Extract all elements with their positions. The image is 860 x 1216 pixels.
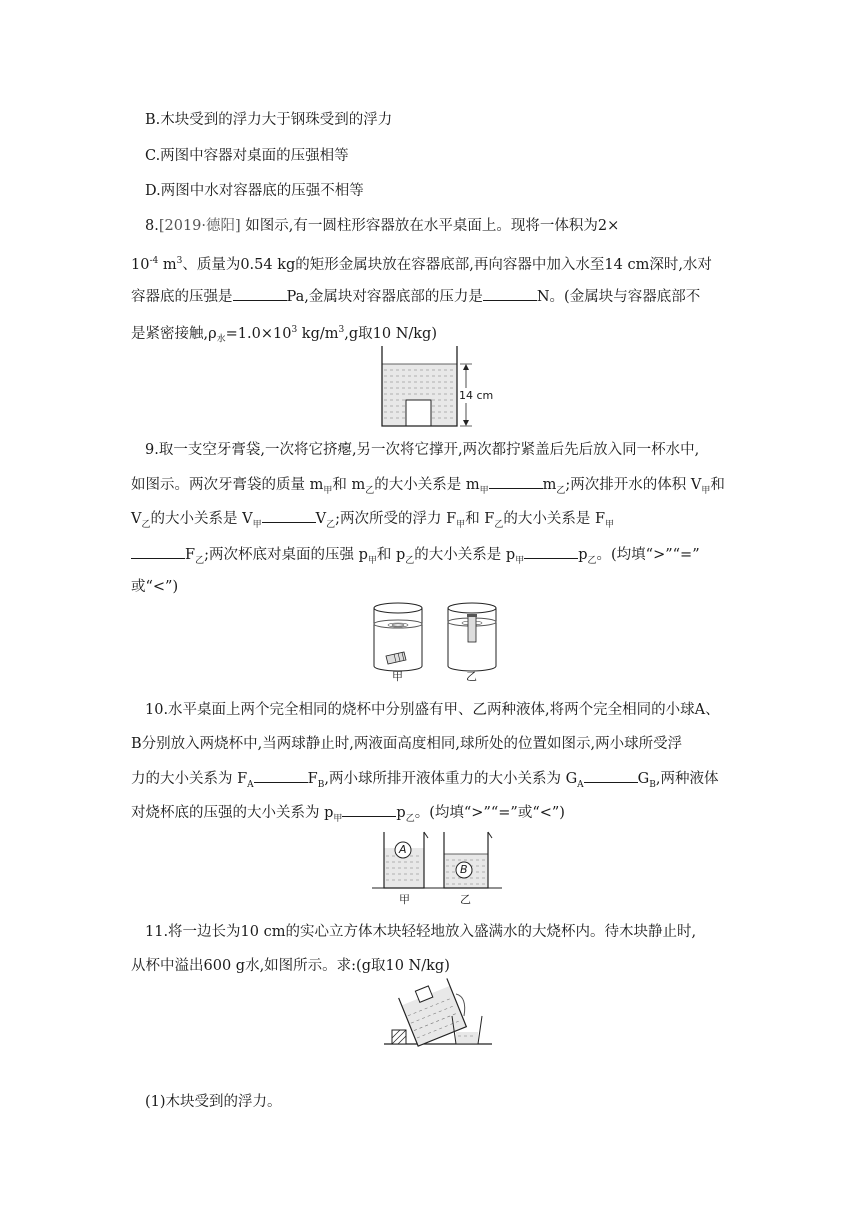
- q10-figure: [372, 830, 502, 906]
- ball-a-label: A: [399, 843, 407, 856]
- q8-number: 8.: [145, 218, 159, 234]
- q9-line1: 9.取一支空牙膏袋,一次将它挤瘪,另一次将它撑开,两次都拧紧盖后先后放入同一杯水中,: [145, 442, 700, 458]
- option-d: D.两图中水对容器底的压强不相等: [145, 183, 364, 199]
- answer-blank[interactable]: [262, 508, 316, 523]
- q11-line1: 11.将一边长为10 cm的实心立方体木块轻轻地放入盛满水的大烧杯内。待木块静止时,: [145, 924, 697, 940]
- depth-label: 14 cm: [459, 389, 494, 402]
- label-jia: 甲: [392, 670, 403, 683]
- q10-line4: 对烧杯底的压强的大小关系为 $p_甲$ $p_乙$。(均填“>”“=”或“<”): [131, 802, 565, 829]
- answer-blank[interactable]: [131, 544, 185, 559]
- q9-line3: $V_乙$的大小关系是 $V_甲$ $V_乙$;两次所受的浮力 $F_甲$和 $F_乙$的大小关系是 $F_甲$: [131, 508, 614, 535]
- q10-line3: 力的大小关系为 $F_A$ $F_B$,两小球所排开液体重力的大小关系为 $G_A$ $G_B$,两种液体: [131, 768, 719, 795]
- q11-figure: [384, 976, 494, 1048]
- q10-line1: 10.水平桌面上两个完全相同的烧杯中分别盛有甲、乙两种液体,将两个完全相同的小球A、: [145, 702, 720, 718]
- q8-line3: 容器底的压强是 Pa,金属块对容器底部的压力是 N。(金属块与容器底部不: [131, 286, 700, 307]
- answer-blank[interactable]: [342, 802, 396, 817]
- q9-line2: 如图示。两次牙膏袋的质量 $m_甲$和 $m_乙$的大小关系是 $m_甲$ $m_乙$;两次排开水的体积 $V_甲$和: [131, 474, 725, 501]
- q8-line2: $10^{-4}$ $m^3$、质量为0.54 kg的矩形金属块放在容器底部,再向容器中加入水至14 cm深时,水对: [131, 256, 712, 273]
- q8-figure: [372, 344, 502, 428]
- label-yi: 乙: [466, 670, 477, 683]
- q9-line5: 或“<”): [131, 579, 179, 595]
- q8-line4: 是紧密接触$,\rho_水=1.0\times 10^3$ $kg/m^3,g$取10 N/kg): [131, 325, 437, 345]
- q9-figure: [368, 598, 508, 682]
- answer-blank[interactable]: [483, 286, 537, 301]
- option-b: B.木块受到的浮力大于钢珠受到的浮力: [145, 112, 393, 128]
- label-yi: 乙: [460, 893, 471, 906]
- answer-blank[interactable]: [254, 768, 308, 783]
- q11-part1: (1)木块受到的浮力。: [145, 1094, 282, 1110]
- option-c: C.两图中容器对桌面的压强相等: [145, 148, 349, 164]
- label-jia: 甲: [399, 893, 410, 906]
- q9-line4: $F_乙$;两次杯底对桌面的压强 $p_甲$和 $p_乙$的大小关系是 $p_甲$ $p_乙$。(均填“>”“=”: [131, 544, 700, 571]
- q8-source: [2019·德阳]: [158, 218, 241, 234]
- answer-blank[interactable]: [489, 474, 543, 489]
- ball-b-label: B: [460, 863, 468, 876]
- answer-blank[interactable]: [524, 544, 578, 559]
- q8-line1: 8.[2019·德阳] 如图示,有一圆柱形容器放在水平桌面上。现将一体积为2×: [145, 218, 620, 234]
- q10-line2: B分别放入两烧杯中,当两球静止时,两液面高度相同,球所处的位置如图示,两小球所受浮: [131, 736, 683, 752]
- answer-blank[interactable]: [233, 286, 287, 301]
- answer-blank[interactable]: [584, 768, 638, 783]
- q11-line2: 从杯中溢出600 g水,如图所示。求:(g取10 N/kg): [131, 958, 450, 974]
